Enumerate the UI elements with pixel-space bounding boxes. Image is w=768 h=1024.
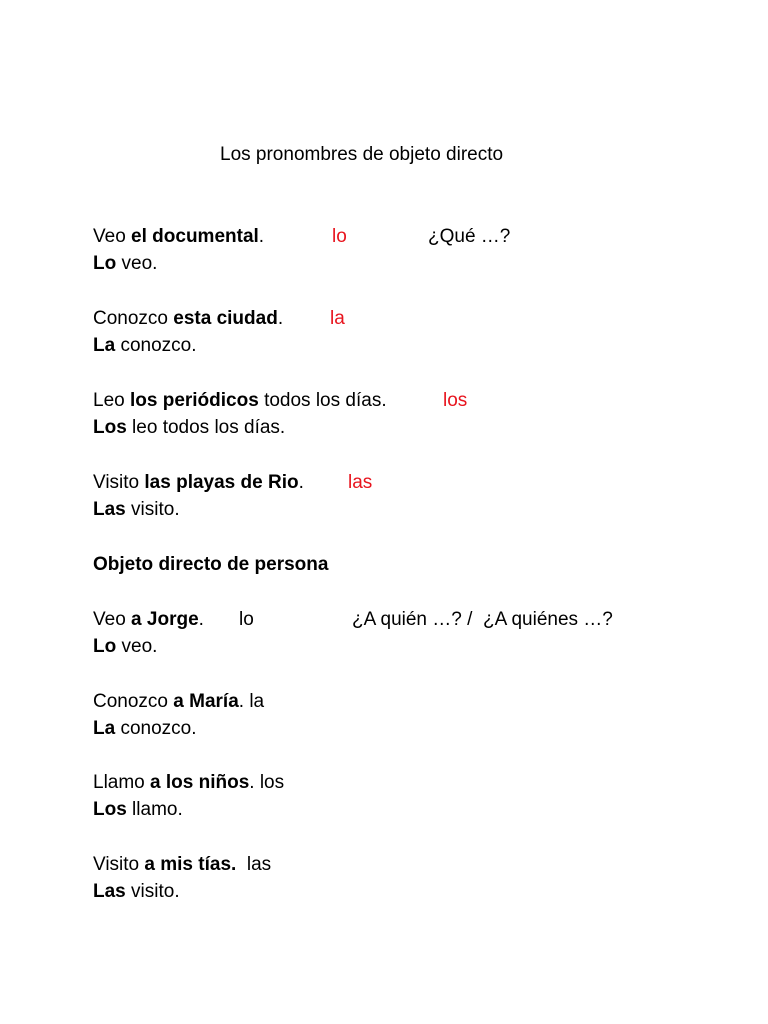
example-sentence	[93, 855, 271, 874]
example-sentence	[93, 610, 204, 629]
pronoun-sentence	[93, 336, 197, 355]
pronoun-sentence	[93, 254, 157, 273]
pronoun-sentence	[93, 500, 180, 519]
sentence-object: los periódicos	[129, 390, 259, 411]
example-sentence	[93, 309, 283, 328]
sentence-end: .	[298, 472, 304, 493]
pronoun-bold: Los	[93, 417, 127, 438]
example-sentence	[93, 227, 264, 246]
sentence-rest: conozco.	[115, 335, 197, 356]
pronoun-bold: Las	[93, 499, 126, 520]
sentence-object-prefix: a	[173, 691, 190, 712]
sentence-rest: leo todos los días.	[126, 417, 286, 438]
sentence-end-with-pronoun: . la	[238, 691, 265, 712]
sentence-object: el documental	[131, 226, 259, 247]
sentence-object: a Jorge	[131, 609, 199, 630]
pronoun-sentence	[93, 719, 197, 738]
sentence-object: a mis tías.	[144, 854, 237, 875]
pronoun-label: las	[348, 472, 373, 493]
pronoun-label: la	[330, 308, 345, 329]
sentence-end: .	[258, 226, 265, 247]
example-sentence	[93, 692, 264, 711]
sentence-rest: conozco.	[115, 718, 197, 739]
pronoun-bold: La	[93, 718, 116, 739]
sentence-verb: Visito	[93, 854, 145, 875]
question-hint: ¿A quién …? / ¿A quiénes …?	[352, 609, 613, 630]
sentence-rest: llamo.	[126, 799, 183, 820]
pronoun-label: lo	[239, 609, 254, 630]
sentence-object: las playas de Rio	[144, 472, 299, 493]
sentence-verb: Conozco	[93, 691, 174, 712]
question-hint: ¿Qué …?	[428, 226, 511, 247]
sentence-end: todos los días.	[258, 390, 387, 411]
pronoun-label: lo	[332, 226, 347, 247]
page-title: Los pronombres de objeto directo	[220, 144, 504, 165]
sentence-rest: visito.	[125, 881, 180, 902]
pronoun-sentence	[93, 882, 180, 901]
sentence-object: a los niños	[150, 772, 250, 793]
pronoun-sentence	[93, 800, 183, 819]
example-sentence	[93, 391, 387, 410]
sentence-verb: Leo	[93, 390, 130, 411]
sentence-verb: Conozco	[93, 308, 174, 329]
pronoun-sentence	[93, 418, 285, 437]
sentence-object: esta ciudad	[173, 308, 278, 329]
pronoun-bold: Las	[93, 881, 126, 902]
pronoun-label: los	[443, 390, 468, 411]
section-heading: Objeto directo de persona	[93, 554, 329, 575]
sentence-end: .	[198, 609, 204, 630]
sentence-end-with-pronoun: las	[236, 854, 272, 875]
sentence-rest: veo.	[116, 636, 158, 657]
sentence-verb: Veo	[93, 609, 132, 630]
sentence-rest: veo.	[116, 253, 158, 274]
example-sentence	[93, 473, 304, 492]
sentence-verb: Veo	[93, 226, 132, 247]
sentence-object: María	[189, 691, 239, 712]
sentence-verb: Visito	[93, 472, 145, 493]
pronoun-bold: La	[93, 335, 116, 356]
pronoun-bold: Los	[93, 799, 127, 820]
sentence-verb: Llamo	[93, 772, 151, 793]
sentence-end: .	[277, 308, 284, 329]
pronoun-bold: Lo	[93, 636, 117, 657]
pronoun-sentence	[93, 637, 157, 656]
example-sentence	[93, 773, 284, 792]
sentence-rest: visito.	[125, 499, 180, 520]
pronoun-bold: Lo	[93, 253, 117, 274]
sentence-end-with-pronoun: . los	[249, 772, 285, 793]
